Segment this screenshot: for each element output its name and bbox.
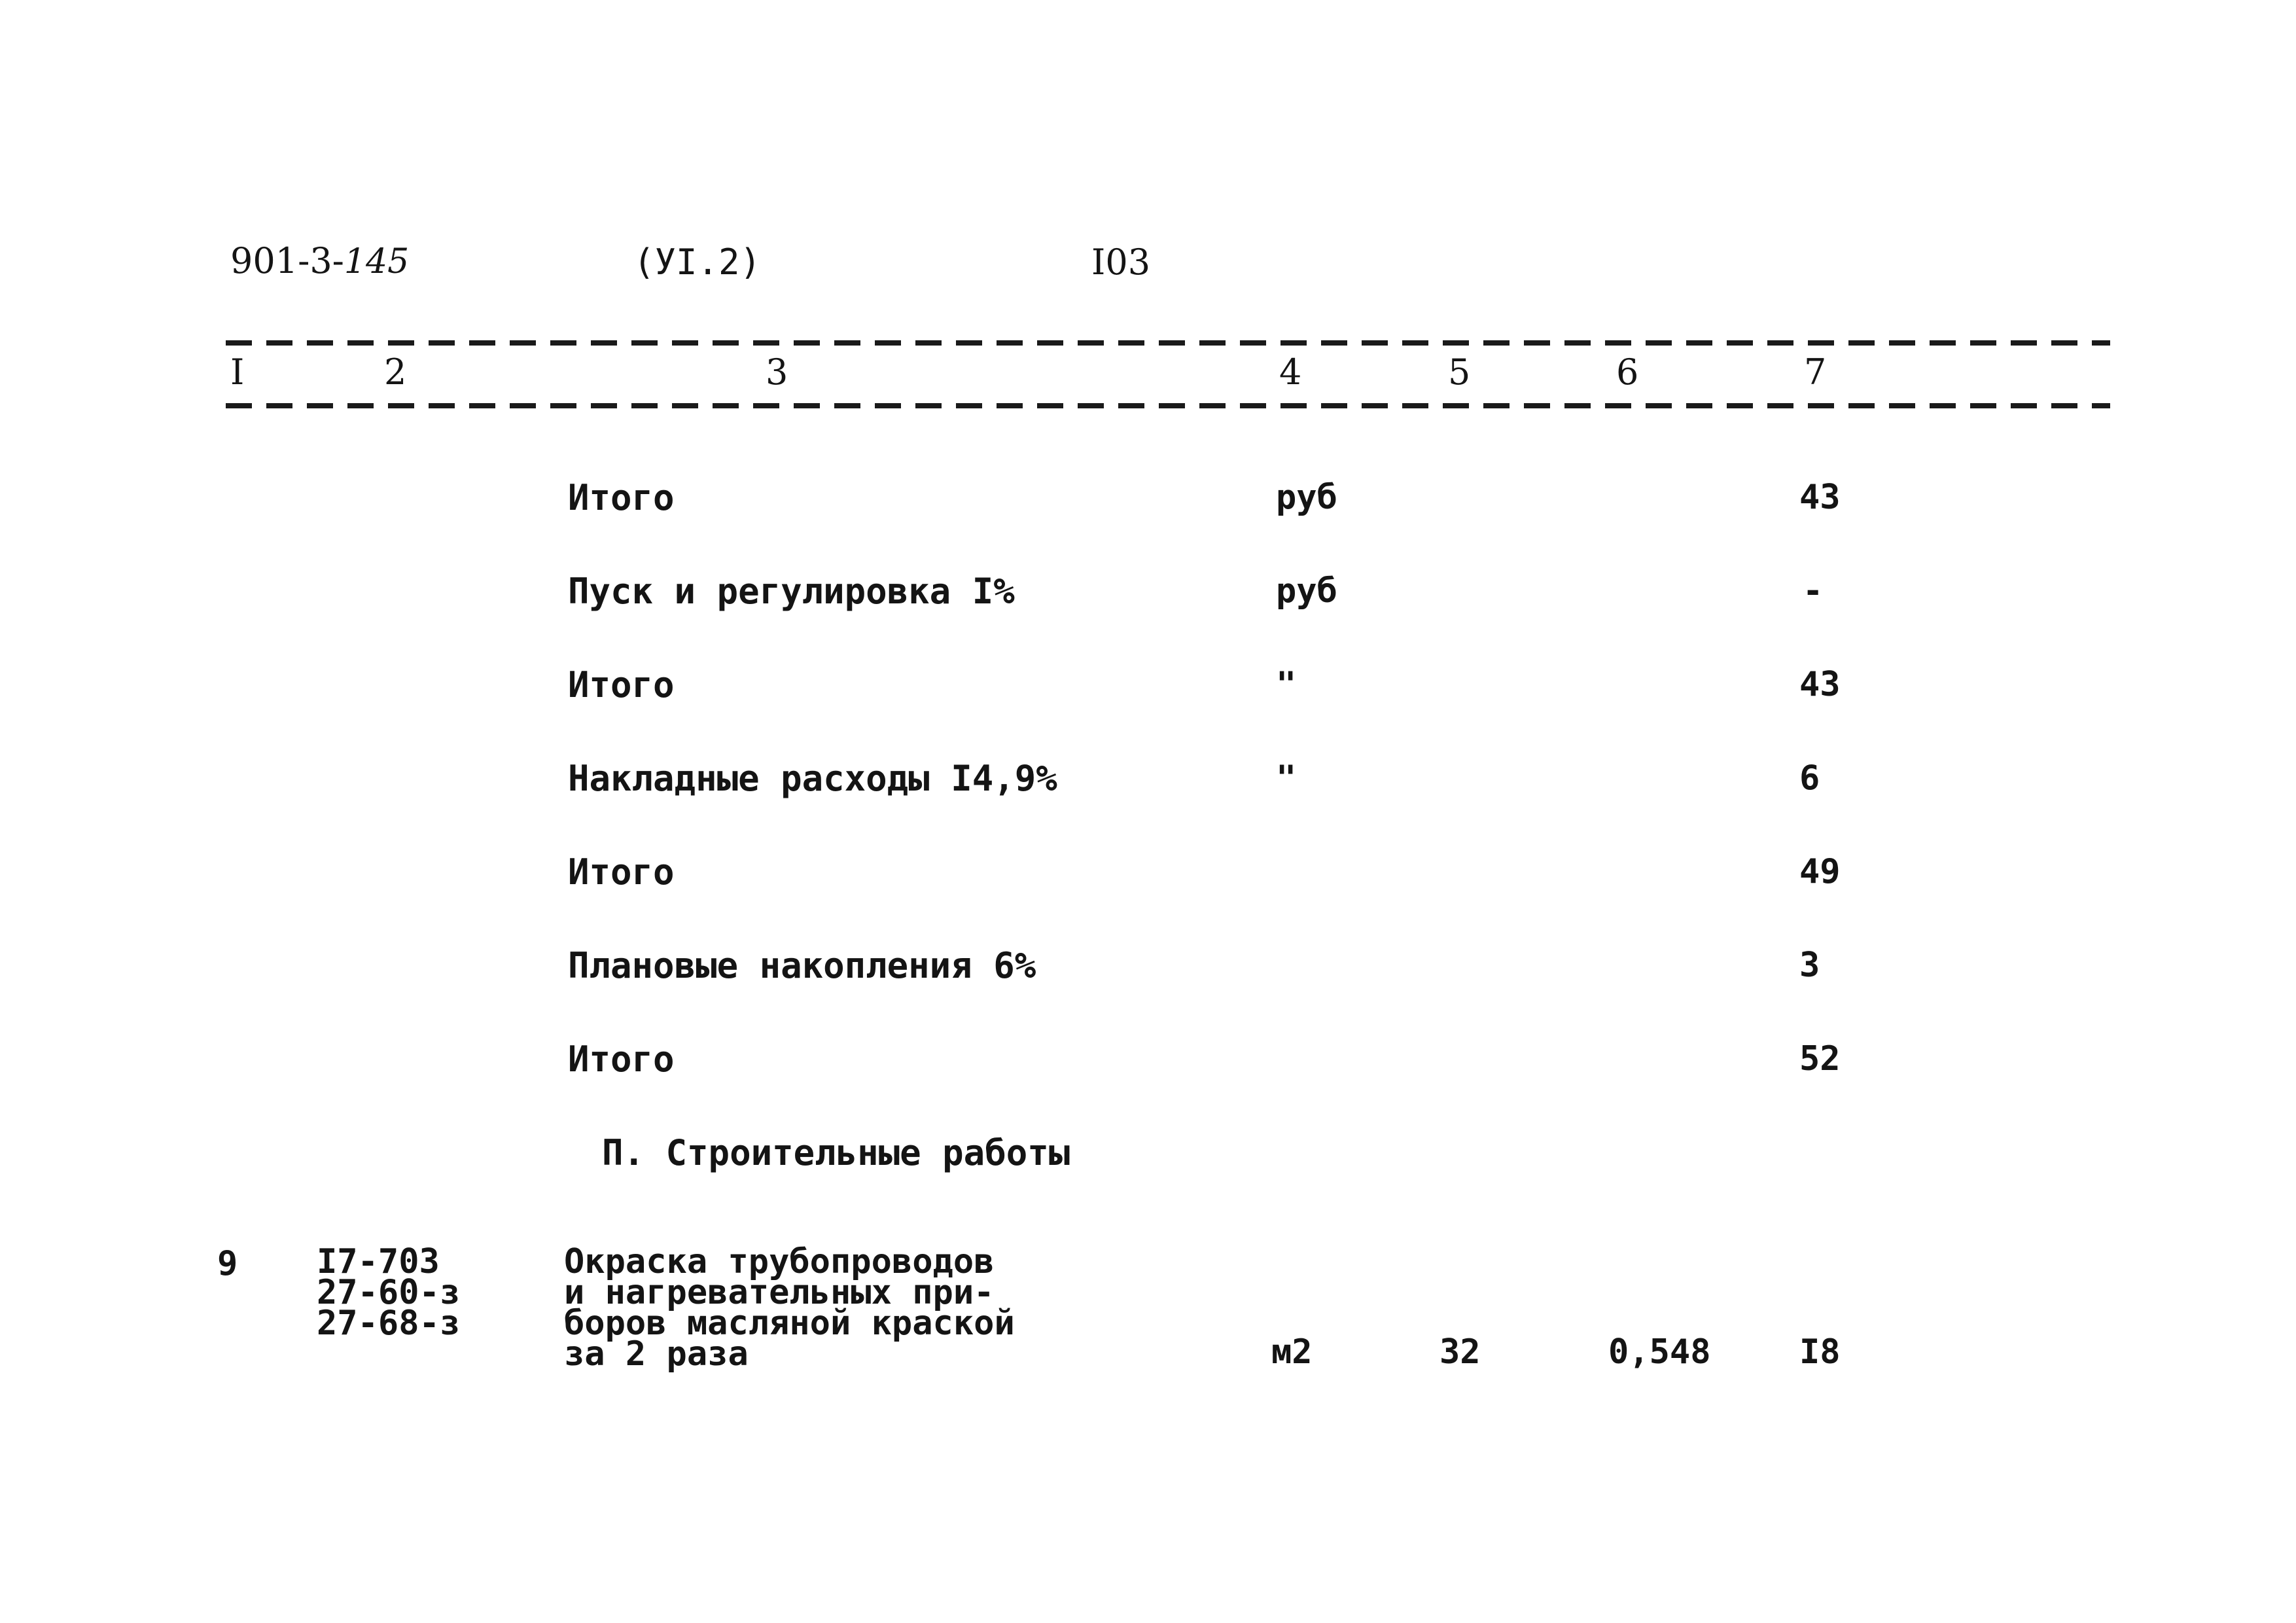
item-total: I8 (1799, 1332, 1841, 1372)
summary-label: Итого (568, 477, 675, 518)
summary-value: 49 (1799, 852, 1841, 891)
description-line: за 2 раза (564, 1334, 749, 1374)
column-number-2: 2 (384, 351, 407, 393)
column-number-5: 5 (1448, 351, 1471, 393)
column-number-3: 3 (766, 351, 788, 393)
summary-label: Итого (568, 1039, 675, 1080)
item-code: 27-68-з (317, 1304, 461, 1343)
summary-value: - (1803, 571, 1824, 611)
page-number: I03 (1091, 241, 1151, 283)
summary-value: 43 (1799, 665, 1841, 704)
summary-value: 6 (1799, 758, 1820, 798)
column-number-4: 4 (1279, 351, 1302, 393)
column-number-7: 7 (1804, 351, 1827, 393)
column-number-1: I (230, 351, 245, 393)
description-line: и нагревательных при- (564, 1273, 995, 1312)
summary-label: Накладные расходы I4,9% (568, 758, 1057, 799)
document-code (230, 240, 410, 281)
summary-label: Итого (568, 664, 675, 705)
summary-value: 43 (1799, 478, 1841, 517)
header-bottom-rule (226, 403, 2110, 408)
summary-value: 3 (1799, 946, 1820, 985)
summary-unit: " (1276, 758, 1297, 798)
summary-label: Плановые накопления 6% (568, 945, 1036, 986)
description-line: Окраска трубопроводов (564, 1242, 995, 1281)
summary-unit: руб (1276, 571, 1337, 611)
summary-unit: руб (1276, 478, 1337, 517)
summary-label: Пуск и регулировка I% (568, 571, 1015, 612)
item-quantity: 32 (1439, 1332, 1481, 1372)
summary-label: Итого (568, 851, 675, 893)
description-line: боров масляной краской (564, 1304, 1015, 1343)
item-description (564, 1242, 1015, 1374)
section-code: (УI.2) (633, 241, 762, 283)
item-number: 9 (217, 1244, 238, 1283)
header-top-rule (226, 340, 2110, 346)
summary-unit: " (1276, 665, 1297, 704)
item-unit: м2 (1271, 1332, 1313, 1372)
item-codes (317, 1242, 461, 1343)
document-code-handwritten: 145 (344, 242, 410, 281)
item-code: 27-60-з (317, 1273, 461, 1312)
item-unit-price: 0,548 (1608, 1332, 1711, 1372)
summary-value: 52 (1799, 1039, 1841, 1079)
column-number-6: 6 (1616, 351, 1639, 393)
document-code-prefix: 901-3- (230, 240, 344, 281)
section-title: П. Строительные работы (602, 1132, 1070, 1173)
item-code: I7-703 (317, 1242, 440, 1281)
